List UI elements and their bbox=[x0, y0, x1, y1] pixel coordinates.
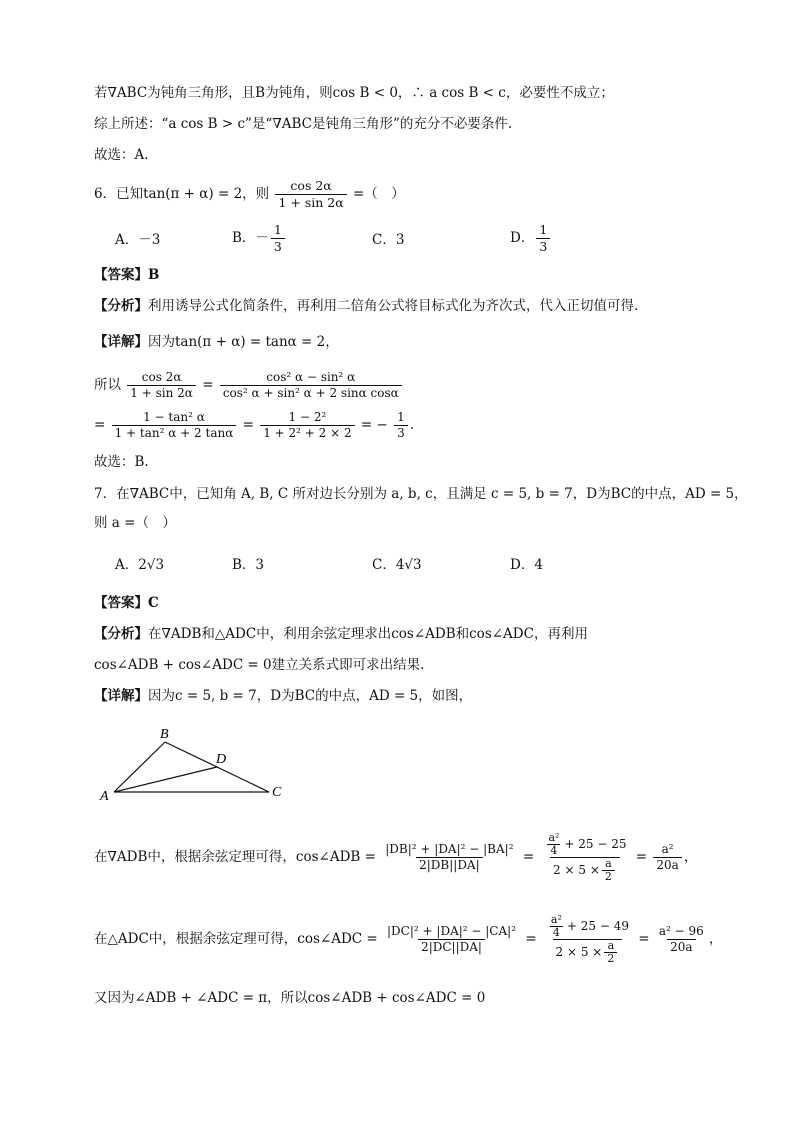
vertex-a-label: A bbox=[100, 789, 109, 804]
analysis-6: 【分析】利用诱导公式化简条件，再利用二倍角公式将目标式化为齐次式，代入正切值可得. bbox=[94, 298, 639, 314]
question-6-options bbox=[0, 222, 794, 252]
solution-step-1: 所以 $\frac{\cos 2\alpha}{1 + \sin 2\alpha}$ = $\frac{\text{cos² α − sin² α}}{\text{cos² α + sin² α + 2 sinα cosα}}$ bbox=[94, 368, 404, 402]
option-a: A．－3 bbox=[115, 232, 161, 248]
solution-step-2: = $\frac{\text{1 − tan² α}}{\text{1 + tan² α + 2 tanα}}$ = $\frac{\text{1 − 2²}}{\text{1 + 2² + 2 × 2}}$ = − $\frac{1}{3}$ . bbox=[94, 410, 415, 440]
answer-7: 【答案】C bbox=[94, 595, 159, 611]
question-7-options bbox=[0, 553, 794, 583]
question-6-stem: 6．已知tan(π + α) = 2，则 $\frac{\cos 2\alpha}{1 + \sin 2\alpha}$ =（ ） bbox=[94, 178, 405, 210]
text-line: 综上所述：“a cos B > c”是“∇ABC是钝角三角形”的充分不必要条件. bbox=[94, 116, 513, 132]
detail-6: 【详解】因为tan(π + α) = tanα = 2， bbox=[94, 334, 339, 350]
option-b: B．－ $\frac{1}{3}$ bbox=[232, 222, 287, 255]
option-c: C．3 bbox=[372, 232, 405, 248]
detail-7: 【详解】因为c = 5, b = 7，D为BC的中点，AD = 5，如图， bbox=[94, 688, 473, 704]
vertex-b-label: B bbox=[160, 727, 169, 742]
question-7-stem-2: 则 a =（ ） bbox=[94, 515, 176, 531]
question-7-stem: 7．在∇ABC中，已知角 A, B, C 所对边长分别为 a, b, c，且满足 c = 5, b = 7，D为BC的中点，AD = 5， bbox=[94, 486, 748, 502]
answer-6: 【答案】B bbox=[94, 267, 160, 283]
text-line: 故选：A. bbox=[94, 147, 149, 163]
option-a: A．2√3 bbox=[115, 557, 165, 573]
option-b: B．3 bbox=[232, 557, 265, 573]
option-d: D． $\frac{1}{3}$ bbox=[510, 222, 552, 255]
text-line: 若∇ABC为钝角三角形，且B为钝角，则cos B < 0，∴ a cos B < c，必要性不成立； bbox=[94, 85, 614, 101]
vertex-c-label: C bbox=[272, 785, 282, 800]
analysis-7-cont: cos∠ADB + cos∠ADC = 0建立关系式即可求出结果. bbox=[94, 657, 425, 673]
point-d-label: D bbox=[216, 752, 227, 767]
analysis-7: 【分析】在∇ADB和△ADC中，利用余弦定理求出cos∠ADB和cos∠ADC，再利用 bbox=[94, 626, 588, 642]
equation-cos-adb: 在∇ADB中，根据余弦定理可得，cos∠ADB = $\frac{\text{|DB|² + |DA|² − |BA|²}}{2|DB||DA|}$ = $\frac{\text{a²}}{4}$ + 25 − 25 2 × 5 × $\frac{a}{2}$ = $\frac{\text{a²}}{20a}$ ， bbox=[94, 831, 698, 883]
final-line: 又因为∠ADB + ∠ADC = π，所以cos∠ADB + cos∠ADC = 0 bbox=[94, 990, 486, 1006]
triangle-figure bbox=[94, 720, 294, 810]
option-c: C．4√3 bbox=[372, 557, 422, 573]
option-d: D．4 bbox=[510, 557, 543, 573]
choose-6: 故选：B. bbox=[94, 454, 149, 470]
equation-cos-adc: 在△ADC中，根据余弦定理可得，cos∠ADC = $\frac{\text{|DC|² + |DA|² − |CA|²}}{2|DC||DA|}$ = $\frac{\text{a²}}{4}$ + 25 − 49 2 × 5 × $\frac{a}{2}$ = $\frac{\text{a² − 96}}{20a}$ ， bbox=[94, 913, 723, 965]
